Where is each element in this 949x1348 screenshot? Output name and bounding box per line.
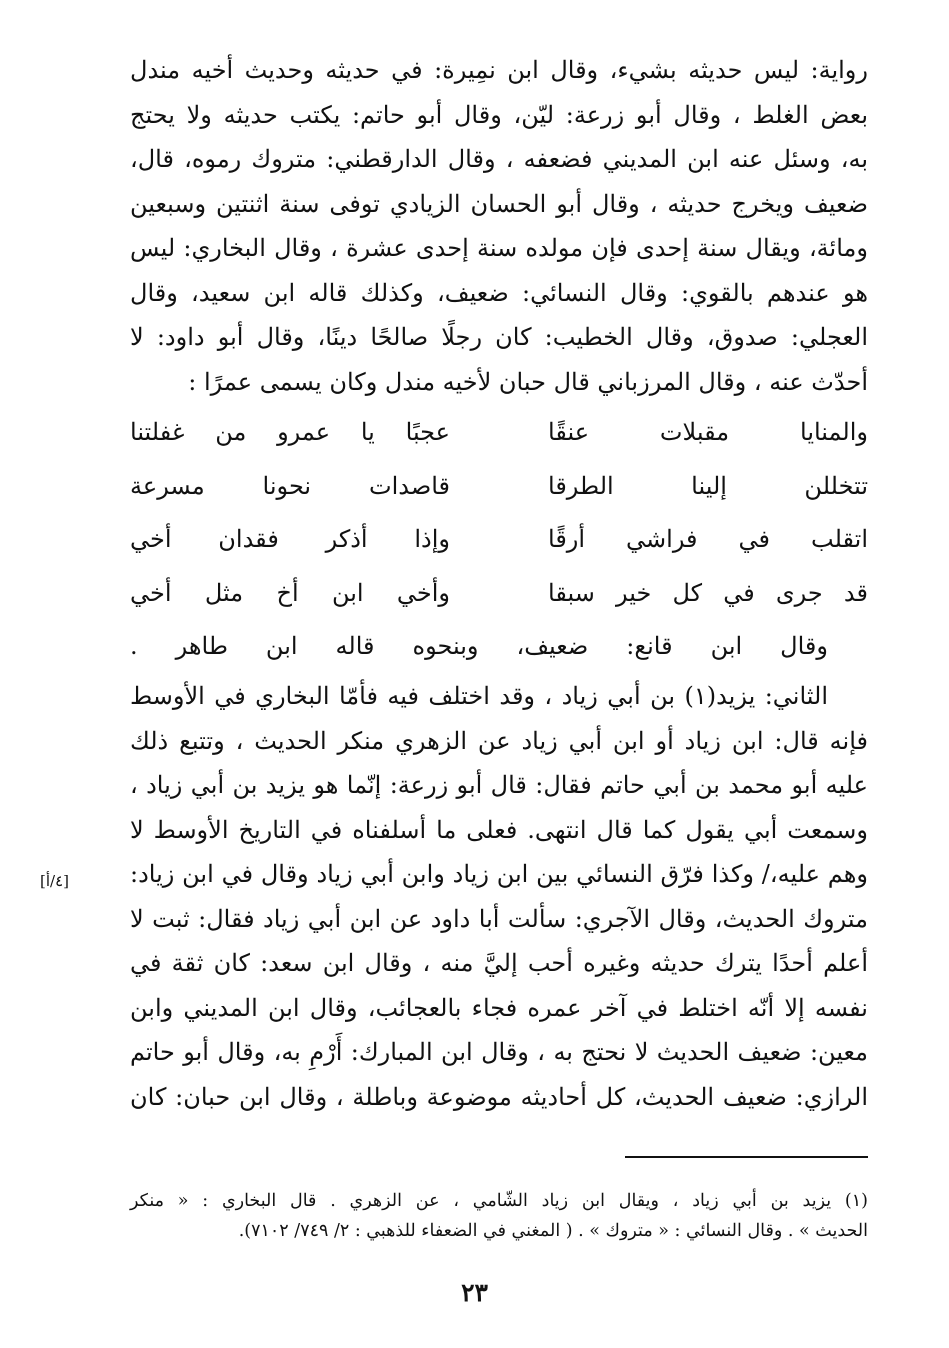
- text-line: ومائة، ويقال سنة إحدى فإن مولده سنة إحدى عشرة ، وقال البخاري: ليس: [130, 234, 868, 262]
- verse-second-hemistich: قد جرى في كل خير سبقا: [548, 578, 868, 607]
- text-line: وسمعت أبي يقول كما قال انتهى. فعلى ما أسلفناه في التاريخ الأوسط لا: [130, 815, 868, 844]
- text-line: به، وسئل عنه ابن المديني فضعفه ، وقال الدارقطني: متروك رموه، قال،: [130, 145, 868, 173]
- poem-verse: [130, 460, 868, 514]
- text-line: فإنه قال: ابن زياد أو ابن أبي زياد عن الزهري منكر الحديث ، وتتبع ذلك: [130, 726, 868, 755]
- text-line: نفسه إلا أنّه اختلط في آخر عمره فجاء بالعجائب، وقال ابن المديني وابن: [130, 993, 868, 1022]
- text-line: وهم عليه،/ وكذا فرّق النسائي بين ابن زياد وابن أبي زياد وقال في ابن زياد:: [130, 860, 868, 888]
- poem-verse: [130, 406, 868, 460]
- text-line: متروك الحديث، وقال الآجري: سألت أبا داود عن ابن أبي زياد فقال: ثبت لا: [130, 904, 868, 933]
- footnote-line: الحديث » . وقال النسائي : « متروك » . ( المغني في الضعفاء للذهبي : ٢/ ٧٤٩/ ٧١٠٢).: [238, 1221, 868, 1241]
- text-line: الثاني: يزيد(١) بن أبي زياد ، وقد اختلف فيه فأمّا البخاري في الأوسط: [130, 682, 828, 710]
- text-line: أعلم أحدًا يترك حديثه وغيره أحب إليَّ منه ، وقال ابن سعد: كان ثقة في: [130, 949, 868, 977]
- text-line: العجلي: صدوق، وقال الخطيب: كان رجلًا صالحًا دينًا، وقال أبو داود: لا: [130, 323, 868, 351]
- poem-verse: [130, 567, 868, 621]
- after-poem-line: وقال ابن قانع: ضعيف، وبنحوه قاله ابن طاهر .: [130, 632, 828, 660]
- text-line: رواية: ليس حديثه بشيء، وقال ابن نمِيرة: في حديثه وحديث أخيه مندل: [130, 56, 868, 84]
- main-text: [130, 48, 868, 1119]
- poem-verse: [130, 513, 868, 567]
- verse-first-hemistich: وإذا أذكر فقدان أخي: [130, 525, 450, 553]
- manuscript-folio-reference: [٤/أ]: [40, 872, 69, 890]
- verse-second-hemistich: والمنايا مقبلات عنقًا: [548, 418, 868, 446]
- verse-first-hemistich: وأخي ابن أخ مثل أخي: [130, 578, 450, 607]
- footnote-separator: [625, 1156, 868, 1158]
- page-number: ٢٣: [461, 1278, 488, 1307]
- verse-first-hemistich: قاصدات نحونا مسرعة: [130, 471, 450, 500]
- poem: [130, 406, 868, 620]
- text-line: بعض الغلط ، وقال أبو زرعة: ليّن، وقال أبو حاتم: يكتب حديثه ولا يحتج: [130, 100, 868, 129]
- footnote: [130, 1186, 868, 1246]
- text-line: الرازي: ضعيف الحديث، كل أحاديثه موضوعة وباطلة ، وقال ابن حبان: كان: [130, 1082, 868, 1111]
- text-line: هو عندهم بالقوي: وقال النسائي: ضعيف، وكذلك قاله ابن سعيد، وقال: [130, 278, 868, 307]
- verse-second-hemistich: تتخللن إلينا الطرقا: [548, 471, 868, 500]
- text-line: عليه أبو محمد بن أبي حاتم فقال: قال أبو زرعة: إنّما هو يزيد بن أبي زياد ،: [130, 771, 868, 799]
- text-line: ضعيف ويخرج حديثه ، وقال أبو الحسان الزيادي توفى سنة اثنتين وسبعين: [130, 189, 868, 218]
- footnote-line: (١) يزيد بن أبي زياد ، ويقال ابن زياد الشّامي ، عن الزهري . قال البخاري : « منكر: [130, 1191, 868, 1211]
- verse-second-hemistich: اتقلب في فراشي أرقًا: [548, 525, 868, 553]
- paragraph-1: [130, 48, 868, 404]
- verse-first-hemistich: عجبًا يا عمرو من غفلتنا: [130, 418, 450, 446]
- text-line: أحدّث عنه ، وقال المرزباني قال حبان لأخيه مندل وكان يسمى عمرًا :: [188, 367, 868, 396]
- paragraph-2: [130, 674, 868, 1119]
- text-line: معين: ضعيف الحديث لا نحتج به ، وقال ابن المبارك: أَرْمِ به، وقال أبو حاتم: [130, 1038, 868, 1066]
